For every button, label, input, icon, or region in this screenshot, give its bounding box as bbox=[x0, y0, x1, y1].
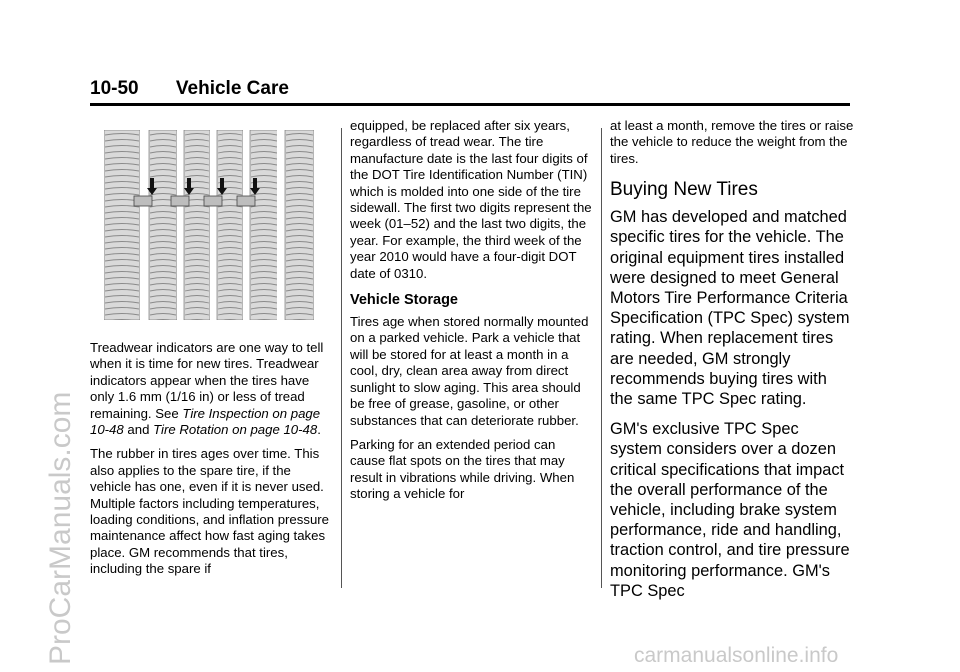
column-2 bbox=[350, 118, 594, 511]
column-divider-1 bbox=[341, 128, 342, 588]
side-watermark: ProCarManuals.com bbox=[44, 391, 77, 665]
column-divider-2 bbox=[601, 128, 602, 588]
buying-new-tires-heading: Buying New Tires bbox=[610, 179, 758, 201]
tire-aging-continued: equipped, be replaced after six years, regardless of tread wear. The tire manufacture date is the last four digits of the DOT Tire Identification Number (TIN) which is molded into one side of the tire sidewall. The first two digits represent the week (01–52) and the last two digits, the year. For example, the third week of the year 2010 would have a four-digit DOT date of 0310. bbox=[350, 118, 592, 281]
storage-paragraph-2: Parking for an extended period can cause flat spots on the tires that may result in vibrations while driving. When storing a vehicle for bbox=[350, 436, 575, 502]
tire-inspection-link[interactable]: Tire Inspection on page 10-48 bbox=[90, 405, 321, 438]
vehicle-storage-heading: Vehicle Storage bbox=[350, 292, 458, 309]
page-number: 10-50 bbox=[90, 78, 139, 99]
column-1 bbox=[90, 118, 334, 586]
treadwear-figure bbox=[90, 130, 334, 340]
bottom-watermark: carmanualsonline.info bbox=[634, 644, 839, 667]
buying-paragraph-1: GM has developed and matched specific tires for the vehicle. The original equipment tires installed were designed to meet General Motors Tire Performance Criteria Specification (TPC Spec) system rating. When replacement tires are needed, GM strongly recommends buying tires with the same TPC Spec rating. bbox=[610, 208, 850, 409]
tire-aging-paragraph: The rubber in tires ages over time. This also applies to the spare tire, if the vehicle has one, even if it is never used. Multiple factors including temperatures, loading conditions, and inflation pressure maintenance affect how fast aging takes place. GM recommends that tires, including the spare if bbox=[90, 446, 329, 577]
column-3 bbox=[610, 118, 854, 611]
storage-paragraph-1: Tires age when stored normally mounted on a parked vehicle. Park a vehicle that will be stored for at least a month in a cool, dry, clean area away from direct sunlight to slow aging. This area should be free of grease, gasoline, or other substances that can deteriorate rubber. bbox=[350, 314, 589, 428]
treadwear-indicator-illustration-icon bbox=[104, 130, 314, 320]
treadwear-paragraph: Treadwear indicators are one way to tell when it is time for new tires. Treadwear indicators appear when the tires have only 1.6 mm (1/16 in) or less of tread remaining. See Tire Inspection on page 10-48 and Tire Rotation on page 10-48. bbox=[90, 340, 324, 438]
storage-continued: at least a month, remove the tires or raise the vehicle to reduce the weight from the tires. bbox=[610, 118, 854, 166]
buying-paragraph-2: GM's exclusive TPC Spec system considers over a dozen critical specifications that impact the overall performance of the vehicle, including brake system performance, ride and handling, traction control, and tire pressure monitoring performance. GM's TPC Spec bbox=[610, 420, 850, 600]
chapter-title: Vehicle Care bbox=[175, 78, 289, 99]
page-header bbox=[90, 78, 289, 100]
header-rule bbox=[90, 103, 850, 106]
tire-rotation-link[interactable]: Tire Rotation on page 10-48 bbox=[153, 422, 318, 438]
